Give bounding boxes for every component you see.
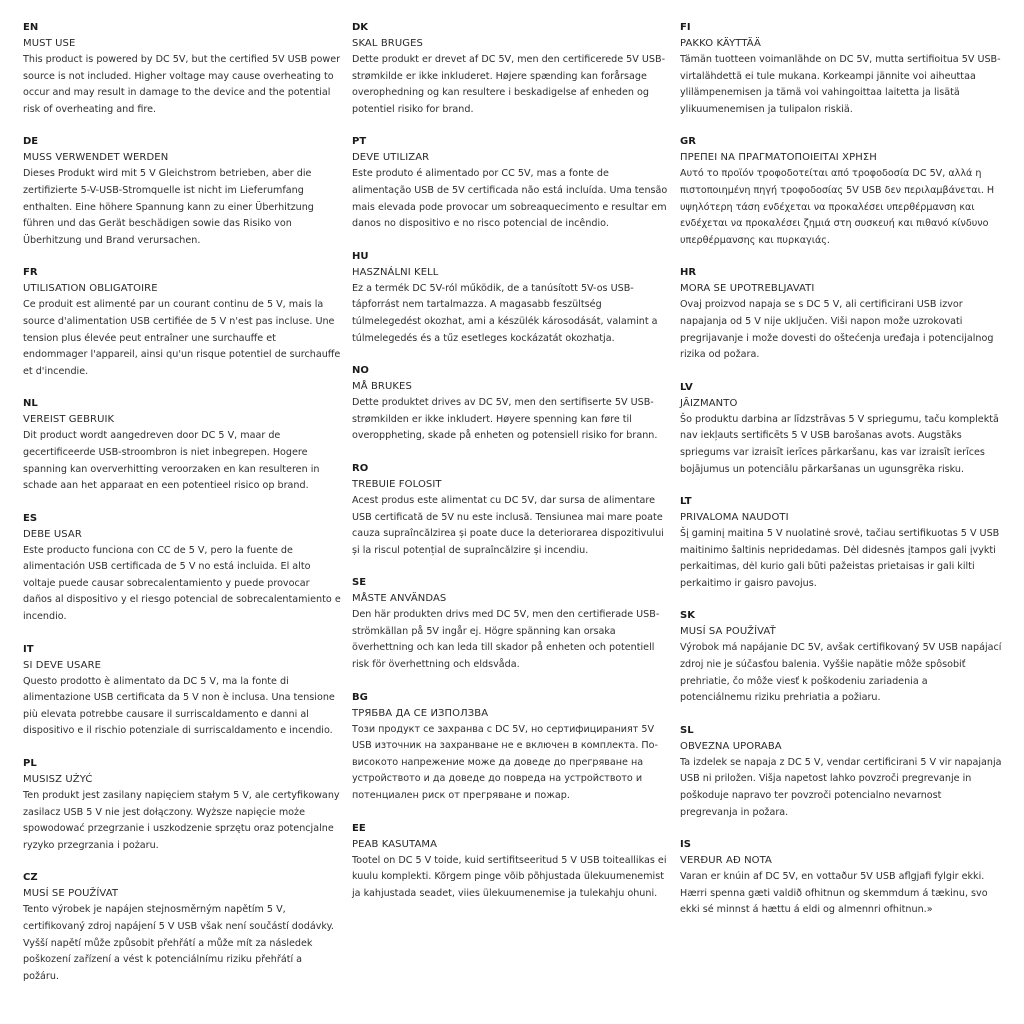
section-title: SI DEVE USARE [23,659,102,671]
section-title: PRIVALOMA NAUDOTI [680,512,789,524]
section-body: Este producto funciona con CC de 5 V, pero la fuente de alimentación USB certificada de 5 V no está incluida. El alto voltaje puede causar sobrecalentamiento y puede provocar daños al dispositivo y el riesgo potencial de sobrecalentamiento e incendio. [23,544,341,623]
section-body: Tämän tuotteen voimanlähde on DC 5V, mutta sertifioitua 5V USB-virtalähdettä ei tule mukana. Korkeampi jännite voi aiheuttaa ylilämpenemisen ja tämä voi vahingoittaa laitetta ja lisätä ylikuumenemisen ja tulipalon riskiä. [680,54,1001,115]
section-hu [352,249,670,347]
language-code: LV [680,381,693,393]
section-body: Dette produkt er drevet af DC 5V, men den certificerede 5V USB-strømkilde er ikke inkluderet. Højere spænding kan forårsage overophedning og kan resultere i beskadigelse af enheden og potentiel risiko for brand. [352,54,666,115]
section-en [23,20,341,118]
section-body: Tento výrobek je napájen stejnosměrným napětím 5 V, certifikovaný zdroj napájení 5 V USB však není součástí dodávky. Vyšší napětí může způsobit přehřátí a může mít za následek poškození zařízení a vést k potenciálnímu riziku přehřátí a požáru. [23,904,334,982]
section-title: MORA SE UPOTREBLJAVATI [680,283,815,295]
section-title: TREBUIE FOLOSIT [352,478,442,490]
section-body: Αυτό το προϊόν τροφοδοτείται από τροφοδοσία DC 5V, αλλά η πιστοποιημένη πηγή τροφοδοσίας 5V USB δεν περιλαμβάνεται. Η υψηλότερη τάση ενδέχεται να προκαλέσει υπερθέρμανση και ενδέχεται να προκαλέσει ζημιά στη συσκευή και πιθανό κίνδυνο υπερθέρμανσης και πυρκαγιάς. [680,168,995,246]
section-title: ТРЯБВА ДА СЕ ИЗПОЛЗВА [352,707,489,719]
language-code: HU [352,250,369,262]
section-title: VERÐUR AÐ NOTA [680,855,772,867]
column-3 [680,20,1002,935]
section-title: PEAB KASUTAMA [352,838,438,850]
section-it [23,642,341,740]
section-title: DEVE UTILIZAR [352,152,430,164]
section-body: Šo produktu darbina ar līdzstrāvas 5 V spriegumu, taču komplektā nav iekļauts sertificēts 5 V USB barošanas avots. Augstāks spriegums var izraisīt ierīces pārkaršanu, kas var izraisīt ierīces bojājumus un potenciālu pārkaršanas un ugunsgrēka risku. [680,413,999,475]
section-body: Ez a termék DC 5V-ról működik, de a tanúsított 5V-os USB-tápforrást nem tartalmazza. A magasabb feszültség túlmelegedést okozhat, ami a készülék károsodását, valamint a túlmelegedés és a tűz esetleges kockázatát okozhatja. [352,282,658,344]
section-title: HASZNÁLNI KELL [352,266,439,278]
language-code: HR [680,267,697,279]
section-body: Šį gaminį maitina 5 V nuolatinė srovė, tačiau sertifikuotas 5 V USB maitinimo šaltinis nepridedamas. Dėl didesnės įtampos gali įvykti perkaitimas, dėl kurio gali būti pažeistas prietaisas ir gali kilti perkaitimo ir gaisro pavojus. [680,528,1000,589]
section-body: Varan er knúin af DC 5V, en vottaður 5V USB aflgjafi fylgir ekki. Hærri spenna gæti valdið ofhitnun og skemmdum á tækinu, svo ekki sé minnst á hættu á eldi og almennri ofhitnun.» [680,871,988,916]
section-cz [23,870,341,985]
language-code: EE [352,822,366,834]
language-code: IT [23,643,34,655]
section-lv [680,380,1002,478]
section-title: SKAL BRUGES [352,38,423,49]
section-title: UTILISATION OBLIGATOIRE [23,283,158,295]
section-se [352,575,670,673]
language-code: PL [23,758,37,770]
section-body: Tootel on DC 5 V toide, kuid sertifitseeritud 5 V USB toiteallikas ei kuulu komplekti. Kõrgem pinge võib põhjustada ülekuumenemist ja kahjustada seadet, viies ülekuumenemise ja tulekahju ohuni. [352,854,667,899]
language-code: CZ [23,872,38,884]
section-title: MÅ BRUKES [352,381,412,393]
section-title: MUSÍ SA POUŽÍVAŤ [680,626,776,638]
section-de [23,134,341,249]
language-code: SE [352,577,367,589]
language-code: BG [352,691,368,703]
language-code: IS [680,839,691,851]
language-code: EN [23,22,39,33]
section-body: Ce produit est alimenté par un courant continu de 5 V, mais la source d'alimentation USB certifiée de 5 V n'est pas incluse. Une tension plus élevée peut entraîner une surchauffe et endommager l'appareil, ainsi qu'un risque potentiel de surchauffe et d'incendie. [23,299,341,377]
section-body: Този продукт се захранва с DC 5V, но сертифицираният 5V USB източник на захранване не е включен в комплекта. По-високото напрежение може да доведе до прегряване на устройството и да доведе до повреда на устройството и потенциален риск от прегряване и пожар. [352,723,658,802]
section-no [352,363,670,445]
section-body: Questo prodotto è alimentato da DC 5 V, ma la fonte di alimentazione USB certificata da 5 V non è inclusa. Una tensione più elevata potrebbe causare il surriscaldamento e danni al dispositivo e il rischio potenziale di surriscaldamento e incendio. [23,675,335,737]
language-code: SK [680,610,695,622]
section-title: MUSISZ UŻYĆ [23,774,93,786]
language-code: SL [680,724,694,736]
section-fr [23,265,341,380]
language-code: NO [352,365,369,377]
section-sk [680,608,1002,706]
section-body: Dette produktet drives av DC 5V, men den sertifiserte 5V USB-strømkilden er ikke inkludert. Høyere spenning kan føre til overoppheting, skade på enheten og potensiell risiko for brann. [352,397,658,442]
language-code: PT [352,136,367,148]
section-title: MUSÍ SE POUŽÍVAT [23,888,119,900]
section-title: VEREIST GEBRUIK [23,414,115,426]
language-code: LT [680,496,692,508]
language-code: DE [23,136,39,148]
column-2 [352,20,670,918]
column-1 [23,20,341,1001]
section-hr [680,265,1002,363]
language-code: DK [352,22,369,33]
section-es [23,511,341,626]
section-body: Výrobok má napájanie DC 5V, avšak certifikovaný 5V USB napájací zdroj nie je súčasťou balenia. Vyššie napätie môže spôsobiť prehriatie, čo môže viesť k poškodeniu zariadenia a potenciálnemu riziku prehriatia a požiaru. [680,642,1002,704]
section-gr [680,134,1002,249]
section-title: MÅSTE ANVÄNDAS [352,593,447,605]
section-bg [352,690,670,805]
section-title: DEBE USAR [23,528,82,540]
section-body: Dit product wordt aangedreven door DC 5 V, maar de gecertificeerde USB-stroombron is niet inbegrepen. Hogere spanning kan oververhitting veroorzaken en kan resulteren in schade aan het apparaat en een potentieel risico op brand. [23,430,320,492]
section-ro [352,461,670,559]
section-pl [23,756,341,854]
section-body: Ovaj proizvod napaja se s DC 5 V, ali certificirani USB izvor napajanja od 5 V nije uključen. Viši napon može uzrokovati pregrijavanje i može dovesti do oštećenja uređaja i potencijalnog rizika od požara. [680,299,994,361]
section-body: Ta izdelek se napaja z DC 5 V, vendar certificirani 5 V vir napajanja USB ni priložen. Višja napetost lahko povzroči pregrevanje in poškoduje napravo ter povzroči potencialno nevarnost pregrevanja in požara. [680,756,1002,818]
language-code: FI [680,22,691,33]
section-title: ΠΡΕΠΕΙ ΝΑ ΠΡΑΓΜΑΤΟΠΟΙΕΙΤΑΙ ΧΡΗΣΗ [680,152,877,164]
language-code: ES [23,512,38,524]
section-sl [680,723,1002,821]
section-body: Acest produs este alimentat cu DC 5V, dar sursa de alimentare USB certificată de 5V nu este inclusă. Tensiunea mai mare poate cauza supraîncălzirea și poate duce la deteriorarea dispozitivului și la riscul potențial de supraîncălzire și incendiu. [352,494,664,556]
section-body: Den här produkten drivs med DC 5V, men den certifierade USB-strömkällan på 5V ingår ej. Högre spänning kan orsaka överhettning och kan leda till skador på enheten och potentiell risk för överhettning och eldsvåda. [352,609,660,671]
language-code: RO [352,462,369,474]
section-nl [23,396,341,494]
section-body: This product is powered by DC 5V, but the certified 5V USB power source is not included. Higher voltage may cause overheating to occur and may result in damage to the device and the potential risk of overheating and fire. [23,54,341,115]
section-dk [352,20,670,118]
language-code: NL [23,398,38,410]
section-fi [680,20,1002,118]
section-title: MUST USE [23,38,76,49]
section-body: Dieses Produkt wird mit 5 V Gleichstrom betrieben, aber die zertifizierte 5-V-USB-Stromquelle ist nicht im Lieferumfang enthalten. Eine höhere Spannung kann zu einer Überhitzung führen und das Gerät beschädigen sowie das Risiko von Überhitzung und Brand verursachen. [23,168,314,246]
language-code: GR [680,136,696,148]
section-title: PAKKO KÄYTTÄÄ [680,38,761,49]
language-code: FR [23,267,38,279]
section-is [680,837,1002,919]
section-ee [352,821,670,903]
section-body: Ten produkt jest zasilany napięciem stałym 5 V, ale certyfikowany zasilacz USB 5 V nie jest dołączony. Wyższe napięcie może spowodować przegrzanie i uszkodzenie sprzętu oraz potencjalne ryzyko przegrzania i pożaru. [23,790,340,851]
section-title: JĀIZMANTO [680,397,738,409]
section-body: Este produto é alimentado por CC 5V, mas a fonte de alimentação USB de 5V certificada não está incluída. Uma tensão mais elevada pode provocar um sobreaquecimento e resultar em danos no dispositivo e no risco potencial de incêndio. [352,168,668,230]
section-lt [680,494,1002,592]
section-pt [352,134,670,232]
section-title: MUSS VERWENDET WERDEN [23,152,169,164]
section-title: OBVEZNA UPORABA [680,740,782,752]
